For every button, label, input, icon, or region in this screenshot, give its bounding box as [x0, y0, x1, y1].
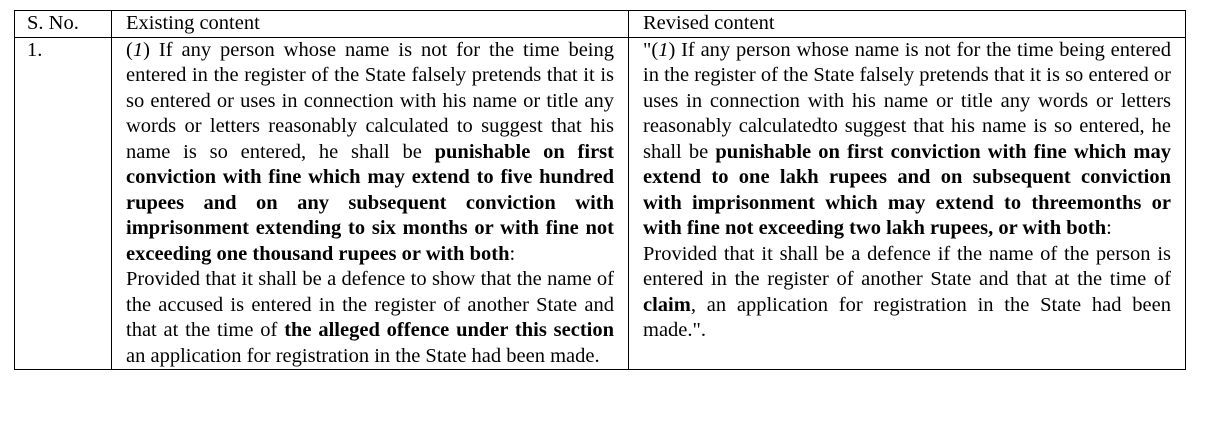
revised-proviso-paragraph: [643, 242, 1171, 344]
existing-clause-number: 1: [132, 38, 144, 61]
header-sno: S. No.: [15, 11, 112, 38]
revised-clause-paragraph: [643, 38, 1171, 242]
revised-proviso-text: Provided that it shall be a defence if the name of the person is entered in the register of another State and that at the time of: [643, 242, 1171, 290]
header-existing-content: Existing content: [112, 11, 629, 38]
header-revised-content: Revised content: [629, 11, 1186, 38]
existing-proviso-paragraph: [126, 267, 614, 369]
existing-clause-text: If any person whose name is not for the time being entered in the register of the State falsely pretends that it is so entered or uses in connection with his name or title any words or letters reasonably calculated to suggest that his name is so entered, he shall be: [126, 38, 614, 163]
revised-clause-number: 1: [658, 38, 669, 61]
revised-penalty-text: punishable on first conviction with fine which may extend to one lakh rupees and on subsequent conviction with imprisonment which may extend to threemonths or with fine not exceeding two lakh rupees, or with both: [643, 140, 1171, 239]
revised-open-quote: "(: [643, 38, 659, 61]
cell-sno: 1.: [15, 37, 112, 370]
revised-proviso-bold: claim: [643, 293, 691, 316]
existing-clause-paragraph: (1) If any person whose name is not for the time being entered in the register of the State falsely pretends that it is so entered or uses in connection with his name or title any words or letters reasonably calculated to suggest that his name is so entered, he shall be punishable on first conviction with fine which may extend to five hundred rupees and on any subsequent conviction with imprisonment extending to six months or with fine not exceeding one thousand rupees or with both:: [126, 38, 614, 265]
existing-penalty-text: punishable on first conviction with fine which may extend to five hundred rupees and on any subsequent conviction with imprisonment extending to six months or with fine not exceeding one thousand rupees or with both: [126, 140, 614, 265]
cell-revised-content: [629, 37, 1186, 370]
comparison-table: [14, 10, 1186, 370]
existing-colon: :: [509, 242, 516, 265]
revised-clause-text: ) If any person whose name is not for the time being entered in the register of the State falsely pretends that it is so entered or uses in connection with his name or title any words or letters reasonably calculatedto suggest that his name is so entered, he shall be: [643, 38, 1171, 163]
existing-proviso-end: an application for registration in the State had been made.: [126, 344, 600, 367]
existing-proviso-bold: the alleged offence under this section: [284, 319, 615, 341]
table-header-row: [15, 11, 1186, 38]
table-row: [15, 37, 1186, 370]
cell-existing-content: [112, 37, 629, 370]
existing-proviso-text: Provided that it shall be a defence to show that the name of the accused is entered in the register of another State and that at the time of: [126, 268, 614, 341]
revised-proviso-end: , an application for registration in the State had been made.".: [643, 293, 1171, 341]
revised-colon: :: [1106, 217, 1112, 239]
